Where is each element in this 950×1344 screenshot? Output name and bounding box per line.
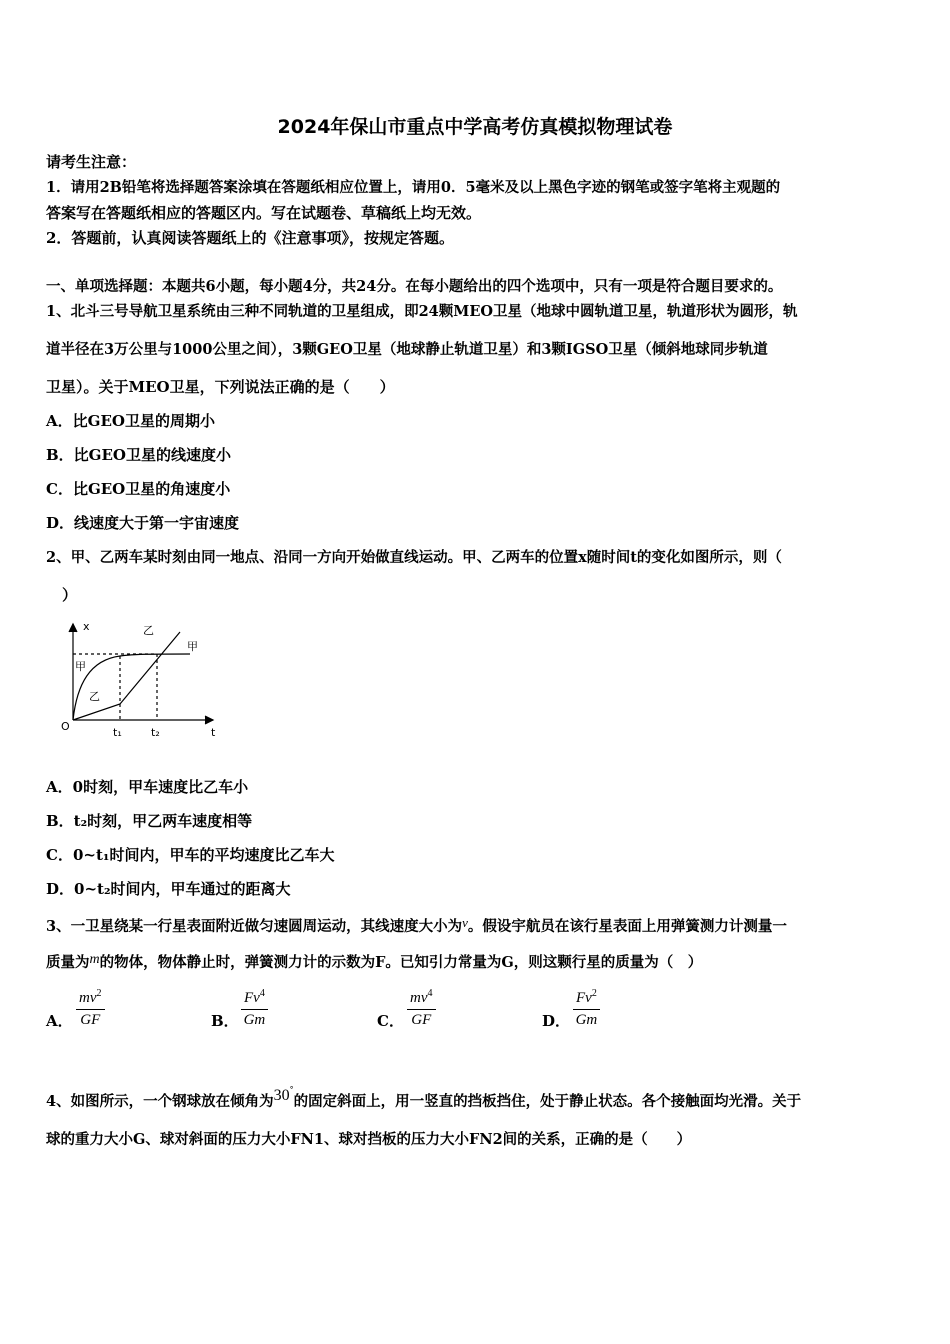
q2-line-2: ）	[62, 586, 78, 604]
q1-line-1: 1、北斗三号导航卫星系统由三种不同轨道的卫星组成，即24颗MEO卫星（地球中圆轨道卫星，轨道形状为圆形，轨	[46, 303, 798, 320]
curve-jia	[73, 654, 190, 720]
q2-option-b: B．t₂时刻，甲乙两车速度相等	[46, 812, 253, 830]
q4-line-1b: 的固定斜面上，用一竖直的挡板挡住，处于静止状态。各个接触面均光滑。关于	[293, 1093, 802, 1110]
q3-line-1	[46, 913, 787, 937]
q3-option-d-label: D．	[542, 1012, 571, 1030]
section-heading: 一、单项选择题：本题共6小题，每小题4分，共24分。在每小题给出的四个选项中，只有一项是符合题目要求的。	[46, 278, 783, 295]
tick-t2: t₂	[151, 726, 160, 739]
tick-t1: t₁	[113, 726, 122, 739]
q3-option-d-fraction: $\frac{Fv^2}{Gm}$	[573, 988, 600, 1029]
q4-line-2: 球的重力大小G、球对斜面的压力大小FN1、球对挡板的压力大小FN2间的关系，正确的是（ ）	[46, 1131, 692, 1148]
q1-line-3: 卫星）。关于MEO卫星，下列说法正确的是（ ）	[46, 378, 395, 396]
curve-yi	[73, 632, 180, 720]
q3-line-2a: 质量为	[46, 954, 90, 971]
q1-line-2: 道半径在3万公里与1000公里之间），3颗GEO卫星（地球静止轨道卫星）和3颗IGSO卫星（倾斜地球同步轨道	[46, 341, 768, 358]
q3-line-1b: 。假设宇航员在该行星表面上用弹簧测力计测量一	[467, 918, 787, 935]
q4-line-1a: 4、如图所示，一个钢球放在倾角为	[46, 1093, 274, 1110]
label-jia-left: 甲	[75, 660, 86, 673]
page-title: 2024年保山市重点中学高考仿真模拟物理试卷	[277, 116, 673, 138]
notice-line-1a: 1．请用2B铅笔将选择题答案涂填在答题纸相应位置上，请用0．5毫米及以上黑色字迹的钢笔或签字笔将主观题的	[46, 179, 781, 196]
q3-option-b-label: B．	[211, 1012, 239, 1030]
q4-line-1	[46, 1080, 801, 1112]
q2-option-c: C．0~t₁时间内，甲车的平均速度比乙车大	[46, 846, 335, 864]
notice-line-2: 2．答题前，认真阅读答题纸上的《注意事项》，按规定答题。	[46, 229, 454, 247]
q3-option-c-fraction: $\frac{mv^4}{GF}$	[407, 988, 436, 1029]
origin-label: O	[61, 720, 70, 733]
label-yi-left: 乙	[89, 690, 100, 703]
y-axis-arrow	[69, 624, 77, 632]
q4-degree: °	[289, 1085, 294, 1094]
q2-option-d: D．0~t₂时间内，甲车通过的距离大	[46, 880, 291, 898]
q3-line-2	[46, 950, 702, 973]
notice-heading: 请考生注意：	[46, 153, 137, 171]
q2-line-1: 2、甲、乙两车某时刻由同一地点、沿同一方向开始做直线运动。甲、乙两车的位置x随时间t的变化如图所示，则（	[46, 549, 782, 566]
q1-option-b: B．比GEO卫星的线速度小	[46, 446, 231, 464]
q2-position-time-graph	[55, 612, 230, 742]
notice-line-1b: 答案写在答题纸相应的答题区内。写在试题卷、草稿纸上均无效。	[46, 204, 482, 222]
q3-option-a-fraction: $\frac{mv^2}{GF}$	[76, 988, 105, 1029]
q4-angle: 30	[273, 1087, 290, 1104]
q1-option-a: A．比GEO卫星的周期小	[46, 412, 215, 430]
x-axis-label: t	[211, 726, 216, 739]
q2-option-a: A．0时刻，甲车速度比乙车小	[46, 778, 249, 796]
q3-var-v: v	[462, 915, 468, 930]
q3-line-2b: 的物体，物体静止时，弹簧测力计的示数为F。已知引力常量为G，则这颗行星的质量为（ ）	[99, 954, 703, 971]
label-jia-right: 甲	[187, 640, 198, 653]
q3-option-c-label: C．	[377, 1012, 404, 1030]
q3-var-m: m	[89, 952, 100, 967]
y-axis-label: x	[83, 620, 90, 633]
q1-option-c: C．比GEO卫星的角速度小	[46, 480, 231, 498]
q3-option-b-fraction: $\frac{Fv^4}{Gm}$	[241, 988, 268, 1029]
q1-option-d: D．线速度大于第一宇宙速度	[46, 514, 240, 532]
q3-option-a-label: A．	[46, 1012, 73, 1030]
x-axis-arrow	[205, 716, 213, 724]
q3-line-1a: 3、一卫星绕某一行星表面附近做匀速圆周运动，其线速度大小为	[46, 918, 463, 935]
label-yi-top: 乙	[143, 624, 154, 637]
